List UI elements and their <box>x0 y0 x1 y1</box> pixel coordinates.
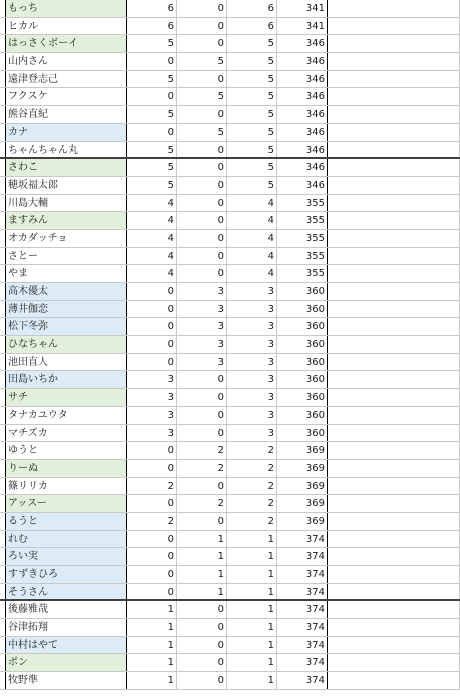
empty-cell[interactable] <box>328 35 460 52</box>
value-a-cell[interactable]: 0 <box>127 88 177 105</box>
rank-cell[interactable]: 360 <box>277 354 328 371</box>
table-row <box>0 566 460 584</box>
table-row <box>0 248 460 266</box>
name-cell[interactable]: 池田直人 <box>6 354 127 371</box>
rank-cell[interactable]: 346 <box>277 88 328 105</box>
table-row <box>0 442 460 460</box>
total-cell[interactable]: 1 <box>227 566 277 583</box>
table-row <box>0 336 460 354</box>
empty-cell[interactable] <box>328 88 460 105</box>
rank-cell[interactable]: 346 <box>277 71 328 88</box>
name-cell[interactable]: そうさん <box>6 584 127 600</box>
empty-cell[interactable] <box>328 513 460 530</box>
total-cell[interactable]: 3 <box>227 318 277 335</box>
table-row <box>0 159 460 177</box>
value-b-cell[interactable]: 1 <box>177 548 227 565</box>
name-cell[interactable]: るうと <box>6 513 127 530</box>
name-cell[interactable]: れむ <box>6 531 127 548</box>
rank-cell[interactable]: 360 <box>277 425 328 442</box>
total-cell[interactable]: 3 <box>227 354 277 371</box>
value-a-cell[interactable]: 3 <box>127 407 177 424</box>
rank-cell[interactable]: 360 <box>277 371 328 388</box>
value-b-cell[interactable]: 0 <box>177 35 227 52</box>
empty-cell[interactable] <box>328 407 460 424</box>
table-row <box>0 35 460 53</box>
value-b-cell[interactable]: 0 <box>177 195 227 212</box>
table-row <box>0 478 460 496</box>
rank-cell[interactable]: 374 <box>277 566 328 583</box>
value-a-cell[interactable]: 4 <box>127 248 177 265</box>
rank-cell[interactable]: 360 <box>277 283 328 300</box>
name-cell[interactable]: 高木優太 <box>6 283 127 300</box>
value-a-cell[interactable]: 1 <box>127 601 177 618</box>
empty-cell[interactable] <box>328 654 460 671</box>
value-a-cell[interactable]: 0 <box>127 283 177 300</box>
total-cell[interactable]: 4 <box>227 248 277 265</box>
empty-cell[interactable] <box>328 478 460 495</box>
value-b-cell[interactable]: 1 <box>177 584 227 600</box>
total-cell[interactable]: 3 <box>227 301 277 318</box>
table-row <box>0 637 460 655</box>
value-b-cell[interactable]: 0 <box>177 478 227 495</box>
rank-cell[interactable]: 346 <box>277 35 328 52</box>
empty-cell[interactable] <box>328 601 460 618</box>
value-b-cell[interactable]: 0 <box>177 142 227 158</box>
rank-cell[interactable]: 360 <box>277 407 328 424</box>
total-cell[interactable]: 5 <box>227 71 277 88</box>
name-cell[interactable]: タナカユウタ <box>6 407 127 424</box>
rank-cell[interactable]: 346 <box>277 53 328 70</box>
empty-cell[interactable] <box>328 619 460 636</box>
name-cell[interactable]: さわこ <box>6 159 127 176</box>
value-a-cell[interactable]: 0 <box>127 318 177 335</box>
name-cell[interactable]: りーぬ <box>6 460 127 477</box>
total-cell[interactable]: 5 <box>227 124 277 141</box>
value-b-cell[interactable]: 0 <box>177 265 227 282</box>
empty-cell[interactable] <box>328 584 460 600</box>
table-row <box>0 601 460 619</box>
value-b-cell[interactable]: 0 <box>177 230 227 247</box>
table-row <box>0 142 460 160</box>
value-a-cell[interactable]: 5 <box>127 71 177 88</box>
name-cell[interactable]: 穂坂福太郎 <box>6 177 127 194</box>
value-b-cell[interactable]: 0 <box>177 619 227 636</box>
value-b-cell[interactable]: 0 <box>177 18 227 35</box>
empty-cell[interactable] <box>328 672 460 689</box>
rank-cell[interactable]: 369 <box>277 513 328 530</box>
name-cell[interactable]: 松下冬弥 <box>6 318 127 335</box>
table-row <box>0 619 460 637</box>
rank-cell[interactable]: 374 <box>277 584 328 600</box>
table-row <box>0 389 460 407</box>
name-cell[interactable]: 熊谷直紀 <box>6 106 127 123</box>
table-row <box>0 177 460 195</box>
value-b-cell[interactable]: 5 <box>177 88 227 105</box>
total-cell[interactable]: 6 <box>227 18 277 35</box>
name-cell[interactable]: カナ <box>6 124 127 141</box>
total-cell[interactable]: 4 <box>227 195 277 212</box>
value-a-cell[interactable]: 5 <box>127 35 177 52</box>
name-cell[interactable]: やま <box>6 265 127 282</box>
value-a-cell[interactable]: 0 <box>127 584 177 600</box>
empty-cell[interactable] <box>328 248 460 265</box>
total-cell[interactable]: 3 <box>227 389 277 406</box>
value-b-cell[interactable]: 2 <box>177 460 227 477</box>
value-b-cell[interactable]: 3 <box>177 301 227 318</box>
rank-cell[interactable]: 374 <box>277 654 328 671</box>
rank-cell[interactable]: 341 <box>277 0 328 17</box>
value-b-cell[interactable]: 0 <box>177 407 227 424</box>
table-row <box>0 283 460 301</box>
value-a-cell[interactable]: 3 <box>127 425 177 442</box>
total-cell[interactable]: 2 <box>227 495 277 512</box>
rank-cell[interactable]: 355 <box>277 212 328 229</box>
value-b-cell[interactable]: 3 <box>177 283 227 300</box>
table-row <box>0 513 460 531</box>
name-cell[interactable]: ポン <box>6 654 127 671</box>
rank-cell[interactable]: 369 <box>277 460 328 477</box>
empty-cell[interactable] <box>328 195 460 212</box>
total-cell[interactable]: 6 <box>227 0 277 17</box>
total-cell[interactable]: 5 <box>227 177 277 194</box>
name-cell[interactable]: はっさくボーイ <box>6 35 127 52</box>
name-cell[interactable]: オカダッチョ <box>6 230 127 247</box>
value-b-cell[interactable]: 5 <box>177 53 227 70</box>
name-cell[interactable]: ちゃんちゃん丸 <box>6 142 127 158</box>
total-cell[interactable]: 1 <box>227 619 277 636</box>
value-b-cell[interactable]: 0 <box>177 0 227 17</box>
value-a-cell[interactable]: 0 <box>127 495 177 512</box>
value-a-cell[interactable]: 0 <box>127 53 177 70</box>
value-a-cell[interactable]: 0 <box>127 442 177 459</box>
value-a-cell[interactable]: 0 <box>127 566 177 583</box>
value-b-cell[interactable]: 0 <box>177 389 227 406</box>
total-cell[interactable]: 3 <box>227 283 277 300</box>
table-row <box>0 318 460 336</box>
rank-cell[interactable]: 346 <box>277 106 328 123</box>
empty-cell[interactable] <box>328 142 460 158</box>
rank-cell[interactable]: 360 <box>277 336 328 353</box>
total-cell[interactable]: 1 <box>227 654 277 671</box>
value-b-cell[interactable]: 0 <box>177 654 227 671</box>
name-cell[interactable]: 牧野準 <box>6 672 127 689</box>
empty-cell[interactable] <box>328 212 460 229</box>
value-b-cell[interactable]: 3 <box>177 318 227 335</box>
table-row <box>0 53 460 71</box>
empty-cell[interactable] <box>328 460 460 477</box>
total-cell[interactable]: 4 <box>227 230 277 247</box>
table-row <box>0 531 460 549</box>
name-cell[interactable]: 谷津拓翔 <box>6 619 127 636</box>
rank-cell[interactable]: 355 <box>277 230 328 247</box>
table-row <box>0 265 460 283</box>
value-b-cell[interactable]: 0 <box>177 637 227 654</box>
name-cell[interactable]: 川島大輔 <box>6 195 127 212</box>
value-a-cell[interactable]: 0 <box>127 354 177 371</box>
name-cell[interactable]: フクスケ <box>6 88 127 105</box>
empty-cell[interactable] <box>328 71 460 88</box>
value-a-cell[interactable]: 0 <box>127 301 177 318</box>
rank-cell[interactable]: 346 <box>277 159 328 176</box>
name-cell[interactable]: 篠リリカ <box>6 478 127 495</box>
total-cell[interactable]: 3 <box>227 407 277 424</box>
value-a-cell[interactable]: 1 <box>127 672 177 689</box>
name-cell[interactable]: 遠津登志己 <box>6 71 127 88</box>
name-cell[interactable]: さとー <box>6 248 127 265</box>
table-row <box>0 654 460 672</box>
value-a-cell[interactable]: 2 <box>127 478 177 495</box>
value-b-cell[interactable]: 0 <box>177 177 227 194</box>
rank-cell[interactable]: 355 <box>277 195 328 212</box>
table-row <box>0 212 460 230</box>
total-cell[interactable]: 2 <box>227 460 277 477</box>
value-a-cell[interactable]: 5 <box>127 177 177 194</box>
value-b-cell[interactable]: 3 <box>177 336 227 353</box>
value-a-cell[interactable]: 0 <box>127 336 177 353</box>
table-row <box>0 584 460 602</box>
table-row <box>0 672 460 690</box>
total-cell[interactable]: 1 <box>227 637 277 654</box>
name-cell[interactable]: 薄井伽恋 <box>6 301 127 318</box>
value-b-cell[interactable]: 0 <box>177 248 227 265</box>
total-cell[interactable]: 1 <box>227 672 277 689</box>
table-row <box>0 124 460 142</box>
value-a-cell[interactable]: 0 <box>127 548 177 565</box>
total-cell[interactable]: 1 <box>227 601 277 618</box>
name-cell[interactable]: すずきひろ <box>6 566 127 583</box>
empty-cell[interactable] <box>328 495 460 512</box>
rank-cell[interactable]: 374 <box>277 548 328 565</box>
total-cell[interactable]: 1 <box>227 584 277 600</box>
value-a-cell[interactable]: 0 <box>127 460 177 477</box>
value-a-cell[interactable]: 0 <box>127 124 177 141</box>
rank-cell[interactable]: 341 <box>277 18 328 35</box>
name-cell[interactable]: もっち <box>6 0 127 17</box>
total-cell[interactable]: 4 <box>227 212 277 229</box>
rank-cell[interactable]: 374 <box>277 637 328 654</box>
empty-cell[interactable] <box>328 318 460 335</box>
name-cell[interactable]: サチ <box>6 389 127 406</box>
rank-cell[interactable]: 355 <box>277 248 328 265</box>
value-b-cell[interactable]: 3 <box>177 354 227 371</box>
total-cell[interactable]: 5 <box>227 35 277 52</box>
empty-cell[interactable] <box>328 425 460 442</box>
value-b-cell[interactable]: 2 <box>177 442 227 459</box>
empty-cell[interactable] <box>328 442 460 459</box>
empty-cell[interactable] <box>328 389 460 406</box>
total-cell[interactable]: 2 <box>227 442 277 459</box>
value-b-cell[interactable]: 0 <box>177 513 227 530</box>
empty-cell[interactable] <box>328 283 460 300</box>
name-cell[interactable]: 後藤雅哉 <box>6 601 127 618</box>
value-a-cell[interactable]: 3 <box>127 371 177 388</box>
name-cell[interactable]: ゆうと <box>6 442 127 459</box>
empty-cell[interactable] <box>328 106 460 123</box>
name-cell[interactable]: ますみん <box>6 212 127 229</box>
name-cell[interactable]: 田島いちか <box>6 371 127 388</box>
total-cell[interactable]: 1 <box>227 531 277 548</box>
table-row <box>0 106 460 124</box>
rank-cell[interactable]: 369 <box>277 478 328 495</box>
table-row <box>0 0 460 18</box>
table-row <box>0 18 460 36</box>
rank-cell[interactable]: 369 <box>277 442 328 459</box>
value-a-cell[interactable]: 4 <box>127 265 177 282</box>
rank-cell[interactable]: 355 <box>277 265 328 282</box>
rank-cell[interactable]: 360 <box>277 389 328 406</box>
value-b-cell[interactable]: 2 <box>177 495 227 512</box>
table-row <box>0 301 460 319</box>
empty-cell[interactable] <box>328 230 460 247</box>
total-cell[interactable]: 2 <box>227 478 277 495</box>
empty-cell[interactable] <box>328 371 460 388</box>
value-b-cell[interactable]: 1 <box>177 531 227 548</box>
empty-cell[interactable] <box>328 301 460 318</box>
total-cell[interactable]: 2 <box>227 513 277 530</box>
table-row <box>0 354 460 372</box>
value-b-cell[interactable]: 0 <box>177 371 227 388</box>
name-cell[interactable]: ひなちゃん <box>6 336 127 353</box>
value-b-cell[interactable]: 0 <box>177 71 227 88</box>
total-cell[interactable]: 5 <box>227 53 277 70</box>
value-b-cell[interactable]: 0 <box>177 672 227 689</box>
rank-cell[interactable]: 369 <box>277 495 328 512</box>
value-b-cell[interactable]: 0 <box>177 106 227 123</box>
empty-cell[interactable] <box>328 354 460 371</box>
value-a-cell[interactable]: 4 <box>127 212 177 229</box>
total-cell[interactable]: 5 <box>227 142 277 158</box>
empty-cell[interactable] <box>328 548 460 565</box>
total-cell[interactable]: 3 <box>227 425 277 442</box>
empty-cell[interactable] <box>328 637 460 654</box>
table-row <box>0 88 460 106</box>
total-cell[interactable]: 5 <box>227 106 277 123</box>
value-a-cell[interactable]: 5 <box>127 159 177 176</box>
value-a-cell[interactable]: 6 <box>127 18 177 35</box>
value-a-cell[interactable]: 1 <box>127 637 177 654</box>
total-cell[interactable]: 3 <box>227 336 277 353</box>
table-row <box>0 195 460 213</box>
value-b-cell[interactable]: 5 <box>177 124 227 141</box>
value-a-cell[interactable]: 4 <box>127 195 177 212</box>
rank-cell[interactable]: 374 <box>277 601 328 618</box>
table-row <box>0 548 460 566</box>
table-row <box>0 495 460 513</box>
rank-cell[interactable]: 374 <box>277 672 328 689</box>
rank-cell[interactable]: 374 <box>277 531 328 548</box>
total-cell[interactable]: 5 <box>227 159 277 176</box>
rank-cell[interactable]: 346 <box>277 124 328 141</box>
empty-cell[interactable] <box>328 336 460 353</box>
table-row <box>0 230 460 248</box>
table-row <box>0 460 460 478</box>
empty-cell[interactable] <box>328 531 460 548</box>
empty-cell[interactable] <box>328 177 460 194</box>
table-row <box>0 425 460 443</box>
name-cell[interactable]: アッスー <box>6 495 127 512</box>
value-a-cell[interactable]: 0 <box>127 531 177 548</box>
name-cell[interactable]: 中村はやて <box>6 637 127 654</box>
value-a-cell[interactable]: 2 <box>127 513 177 530</box>
name-cell[interactable]: マチズカ <box>6 425 127 442</box>
table-row <box>0 407 460 425</box>
table-row <box>0 371 460 389</box>
empty-cell[interactable] <box>328 18 460 35</box>
empty-cell[interactable] <box>328 53 460 70</box>
total-cell[interactable]: 1 <box>227 548 277 565</box>
empty-cell[interactable] <box>328 566 460 583</box>
total-cell[interactable]: 3 <box>227 371 277 388</box>
table-row <box>0 71 460 89</box>
name-cell[interactable]: 山内さん <box>6 53 127 70</box>
rank-cell[interactable]: 346 <box>277 142 328 158</box>
value-b-cell[interactable]: 0 <box>177 425 227 442</box>
empty-cell[interactable] <box>328 124 460 141</box>
total-cell[interactable]: 5 <box>227 88 277 105</box>
value-a-cell[interactable]: 3 <box>127 389 177 406</box>
value-b-cell[interactable]: 0 <box>177 601 227 618</box>
rank-cell[interactable]: 360 <box>277 318 328 335</box>
empty-cell[interactable] <box>328 265 460 282</box>
rank-cell[interactable]: 360 <box>277 301 328 318</box>
value-a-cell[interactable]: 1 <box>127 619 177 636</box>
value-a-cell[interactable]: 5 <box>127 142 177 158</box>
value-a-cell[interactable]: 5 <box>127 106 177 123</box>
empty-cell[interactable] <box>328 159 460 176</box>
rank-cell[interactable]: 346 <box>277 177 328 194</box>
total-cell[interactable]: 4 <box>227 265 277 282</box>
name-cell[interactable]: ヒカル <box>6 18 127 35</box>
value-b-cell[interactable]: 0 <box>177 212 227 229</box>
value-a-cell[interactable]: 6 <box>127 0 177 17</box>
value-b-cell[interactable]: 1 <box>177 566 227 583</box>
value-a-cell[interactable]: 1 <box>127 654 177 671</box>
value-a-cell[interactable]: 4 <box>127 230 177 247</box>
name-cell[interactable]: ろい実 <box>6 548 127 565</box>
empty-cell[interactable] <box>328 0 460 17</box>
rank-cell[interactable]: 374 <box>277 619 328 636</box>
value-b-cell[interactable]: 0 <box>177 159 227 176</box>
